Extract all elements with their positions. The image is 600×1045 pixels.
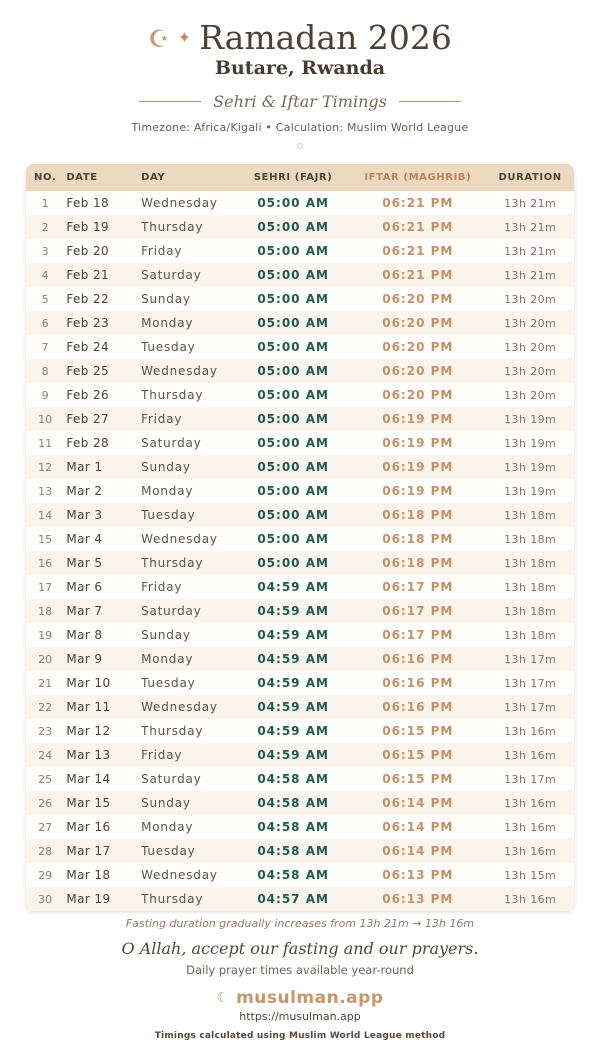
table-row (26, 191, 574, 215)
cell-date: Feb 19 (66, 220, 110, 235)
table-body (26, 191, 574, 911)
cell-sehri: 05:00 AM (257, 412, 329, 427)
cell-no: 10 (38, 412, 53, 426)
cell-dur: 13h 21m (504, 196, 557, 210)
cell-sehri: 04:59 AM (257, 580, 329, 595)
cell-sehri: 05:00 AM (257, 436, 329, 451)
cell-day: Saturday (141, 268, 202, 283)
cell-dur: 13h 19m (504, 460, 557, 474)
cell-date: Mar 2 (66, 484, 103, 499)
table-row (26, 335, 574, 359)
cell-date: Mar 18 (66, 868, 111, 883)
cell-day: Sunday (141, 460, 191, 475)
brand-name: musulman.app (236, 988, 384, 1009)
table-row (26, 887, 574, 911)
dua-text: O Allah, accept our fasting and our prayers. (121, 939, 479, 959)
cell-dur: 13h 16m (504, 796, 557, 810)
cell-dur: 13h 20m (504, 364, 557, 378)
cell-dur: 13h 21m (504, 244, 557, 258)
cell-day: Wednesday (141, 700, 218, 715)
cell-day: Thursday (141, 892, 204, 907)
cell-dur: 13h 19m (504, 412, 557, 426)
cell-sehri: 04:59 AM (257, 748, 329, 763)
calculation-method-note: Timings calculated using Muslim World League method (154, 1031, 446, 1042)
cell-sehri: 05:00 AM (257, 532, 329, 547)
cell-date: Feb 21 (66, 268, 110, 283)
cell-iftar: 06:17 PM (382, 580, 454, 595)
cell-no: 5 (41, 292, 49, 306)
cell-no: 19 (38, 628, 53, 642)
cell-day: Thursday (141, 556, 204, 571)
table-row (26, 359, 574, 383)
cell-no: 9 (41, 388, 49, 402)
cell-dur: 13h 18m (504, 532, 557, 546)
timezone-calculation-meta: Timezone: Africa/Kigali • Calculation: Muslim World League (131, 121, 469, 135)
cell-day: Wednesday (141, 364, 218, 379)
table-row (26, 527, 574, 551)
cell-dur: 13h 18m (504, 580, 557, 594)
location-title: Butare, Rwanda (214, 57, 386, 80)
cell-dur: 13h 18m (504, 508, 557, 522)
cell-dur: 13h 18m (504, 628, 557, 642)
cell-date: Mar 15 (66, 796, 111, 811)
cell-no: 1 (41, 196, 49, 210)
cell-iftar: 06:13 PM (382, 868, 454, 883)
cell-date: Feb 28 (66, 436, 110, 451)
col-header-no: NO. (34, 172, 57, 184)
cell-no: 24 (38, 748, 53, 762)
cell-date: Feb 22 (66, 292, 110, 307)
cell-sehri: 04:59 AM (257, 700, 329, 715)
cell-sehri: 04:58 AM (257, 820, 329, 835)
cell-iftar: 06:15 PM (382, 748, 454, 763)
cell-no: 27 (38, 820, 53, 834)
cell-iftar: 06:19 PM (382, 460, 454, 475)
cell-dur: 13h 16m (504, 748, 557, 762)
cell-sehri: 05:00 AM (257, 244, 329, 259)
cell-sehri: 05:00 AM (257, 460, 329, 475)
cell-dur: 13h 20m (504, 388, 557, 402)
cell-iftar: 06:16 PM (382, 700, 454, 715)
cell-no: 30 (38, 892, 53, 906)
cell-date: Mar 3 (66, 508, 103, 523)
cell-dur: 13h 16m (504, 820, 557, 834)
cell-no: 12 (38, 460, 53, 474)
cell-day: Saturday (141, 436, 202, 451)
table-row (26, 575, 574, 599)
cell-date: Mar 8 (66, 628, 103, 643)
cell-dur: 13h 15m (504, 868, 557, 882)
cell-date: Feb 24 (66, 340, 110, 355)
cell-no: 16 (38, 556, 53, 570)
table-row (26, 695, 574, 719)
cell-dur: 13h 17m (504, 700, 557, 714)
cell-day: Monday (141, 820, 194, 835)
cell-dur: 13h 18m (504, 556, 557, 570)
cell-sehri: 04:58 AM (257, 868, 329, 883)
col-header-duration: DURATION (498, 172, 562, 184)
table-row (26, 311, 574, 335)
cell-sehri: 05:00 AM (257, 196, 329, 211)
cell-day: Monday (141, 316, 194, 331)
table-row (26, 719, 574, 743)
table-row (26, 839, 574, 863)
cell-no: 26 (38, 796, 53, 810)
availability-text: Daily prayer times available year-round (186, 963, 414, 978)
cell-no: 7 (41, 340, 49, 354)
cell-day: Monday (141, 484, 194, 499)
cell-sehri: 05:00 AM (257, 508, 329, 523)
table-row (26, 239, 574, 263)
cell-date: Mar 10 (66, 676, 111, 691)
table-row (26, 215, 574, 239)
cell-day: Tuesday (141, 508, 196, 523)
table-row (26, 287, 574, 311)
crescent-star-icon: ☪ (148, 25, 170, 54)
table-row (26, 431, 574, 455)
cell-sehri: 05:00 AM (257, 364, 329, 379)
cell-sehri: 04:59 AM (257, 628, 329, 643)
cell-iftar: 06:21 PM (382, 196, 454, 211)
col-header-iftar: IFTAR (MAGHRIB) (364, 172, 472, 184)
cell-iftar: 06:20 PM (382, 292, 454, 307)
cell-iftar: 06:20 PM (382, 340, 454, 355)
cell-date: Feb 25 (66, 364, 110, 379)
cell-day: Tuesday (141, 844, 196, 859)
table-row (26, 503, 574, 527)
cell-iftar: 06:21 PM (382, 268, 454, 283)
cell-iftar: 06:15 PM (382, 772, 454, 787)
subtitle: Sehri & Iftar Timings (213, 92, 387, 112)
cell-day: Friday (141, 244, 183, 259)
cell-dur: 13h 18m (504, 604, 557, 618)
page-header (132, 0, 469, 151)
table-row (26, 815, 574, 839)
cell-dur: 13h 17m (504, 772, 557, 786)
fasting-duration-note: Fasting duration gradually increases from 13h 21m → 13h 16m (125, 917, 475, 931)
cell-dur: 13h 16m (504, 724, 557, 738)
table-header-row (26, 164, 574, 191)
cell-day: Tuesday (141, 340, 196, 355)
cell-day: Monday (141, 652, 194, 667)
table-row (26, 863, 574, 887)
cell-sehri: 05:00 AM (257, 556, 329, 571)
cell-date: Mar 14 (66, 772, 111, 787)
cell-iftar: 06:19 PM (382, 436, 454, 451)
cell-day: Saturday (141, 772, 202, 787)
cell-day: Saturday (141, 604, 202, 619)
cell-sehri: 04:59 AM (257, 724, 329, 739)
cell-no: 15 (38, 532, 53, 546)
cell-date: Mar 7 (66, 604, 103, 619)
cell-no: 11 (38, 436, 53, 450)
cell-date: Feb 23 (66, 316, 110, 331)
table-row (26, 551, 574, 575)
subtitle-row (132, 92, 469, 111)
cell-no: 4 (41, 268, 49, 282)
cell-sehri: 05:00 AM (257, 220, 329, 235)
cell-day: Thursday (141, 388, 204, 403)
cell-dur: 13h 20m (504, 340, 557, 354)
table-row (26, 263, 574, 287)
table-row (26, 479, 574, 503)
cell-day: Sunday (141, 292, 191, 307)
cell-iftar: 06:17 PM (382, 604, 454, 619)
timings-table (26, 164, 574, 911)
cell-date: Feb 20 (66, 244, 110, 259)
cell-iftar: 06:19 PM (382, 484, 454, 499)
cell-iftar: 06:20 PM (382, 316, 454, 331)
table-row (26, 407, 574, 431)
cell-iftar: 06:20 PM (382, 388, 454, 403)
cell-no: 13 (38, 484, 53, 498)
cell-iftar: 06:17 PM (382, 628, 454, 643)
cell-day: Thursday (141, 220, 204, 235)
cell-day: Friday (141, 580, 183, 595)
cell-dur: 13h 19m (504, 436, 557, 450)
cell-dur: 13h 16m (504, 844, 557, 858)
cell-dur: 13h 20m (504, 292, 557, 306)
cell-day: Friday (141, 412, 183, 427)
cell-date: Mar 4 (66, 532, 103, 547)
col-header-date: DATE (66, 172, 98, 184)
cell-day: Friday (141, 748, 183, 763)
cell-iftar: 06:18 PM (382, 508, 454, 523)
table-row (26, 767, 574, 791)
table-row (26, 791, 574, 815)
cell-dur: 13h 21m (504, 268, 557, 282)
cell-sehri: 05:00 AM (257, 388, 329, 403)
cell-sehri: 04:58 AM (257, 772, 329, 787)
cell-dur: 13h 19m (504, 484, 557, 498)
cell-date: Mar 6 (66, 580, 103, 595)
table-row (26, 599, 574, 623)
cell-no: 28 (38, 844, 53, 858)
table-row (26, 671, 574, 695)
cell-day: Wednesday (141, 532, 218, 547)
cell-day: Sunday (141, 796, 191, 811)
cell-no: 21 (38, 676, 53, 690)
cell-day: Sunday (141, 628, 191, 643)
cell-no: 23 (38, 724, 53, 738)
cell-no: 18 (38, 604, 53, 618)
cell-date: Mar 9 (66, 652, 103, 667)
brand-crescent-icon: ☾ (216, 990, 230, 1007)
cell-iftar: 06:21 PM (382, 220, 454, 235)
cell-date: Mar 5 (66, 556, 103, 571)
table-row (26, 743, 574, 767)
cell-sehri: 04:59 AM (257, 676, 329, 691)
cell-iftar: 06:18 PM (382, 532, 454, 547)
cell-iftar: 06:16 PM (382, 676, 454, 691)
cell-sehri: 04:58 AM (257, 844, 329, 859)
cell-no: 25 (38, 772, 53, 786)
cell-iftar: 06:16 PM (382, 652, 454, 667)
cell-sehri: 05:00 AM (257, 292, 329, 307)
cell-sehri: 05:00 AM (257, 268, 329, 283)
cell-no: 29 (38, 868, 53, 882)
cell-sehri: 04:59 AM (257, 652, 329, 667)
cell-no: 14 (38, 508, 53, 522)
cell-iftar: 06:18 PM (382, 556, 454, 571)
cell-sehri: 05:00 AM (257, 340, 329, 355)
col-header-sehri: SEHRI (FAJR) (253, 172, 333, 184)
cell-day: Wednesday (141, 196, 218, 211)
page-title: Ramadan 2026 (199, 18, 452, 57)
cell-sehri: 05:00 AM (257, 484, 329, 499)
col-header-day: DAY (141, 172, 166, 184)
cell-dur: 13h 17m (504, 652, 557, 666)
cell-no: 3 (41, 244, 49, 258)
cell-dur: 13h 17m (504, 676, 557, 690)
cell-date: Mar 19 (66, 892, 111, 907)
cell-date: Mar 11 (66, 700, 111, 715)
cell-iftar: 06:19 PM (382, 412, 454, 427)
cell-day: Thursday (141, 724, 204, 739)
cell-dur: 13h 16m (504, 892, 557, 906)
cell-day: Tuesday (141, 676, 196, 691)
cell-no: 2 (41, 220, 49, 234)
table-row (26, 623, 574, 647)
cell-sehri: 05:00 AM (257, 316, 329, 331)
cell-iftar: 06:20 PM (382, 364, 454, 379)
cell-no: 17 (38, 580, 53, 594)
cell-date: Mar 17 (66, 844, 111, 859)
divider-line-left (139, 101, 201, 102)
cell-date: Mar 1 (66, 460, 103, 475)
cell-no: 22 (38, 700, 53, 714)
title-row (132, 20, 469, 56)
cell-sehri: 04:57 AM (257, 892, 329, 907)
brand-link[interactable] (217, 988, 384, 1008)
cell-date: Feb 18 (66, 196, 110, 211)
cell-no: 8 (41, 364, 49, 378)
cell-date: Feb 27 (66, 412, 110, 427)
cell-day: Wednesday (141, 868, 218, 883)
cell-iftar: 06:15 PM (382, 724, 454, 739)
table-row (26, 455, 574, 479)
cell-dur: 13h 20m (504, 316, 557, 330)
table-row (26, 647, 574, 671)
cell-iftar: 06:14 PM (382, 796, 454, 811)
cell-iftar: 06:13 PM (382, 892, 454, 907)
cell-iftar: 06:14 PM (382, 820, 454, 835)
cell-date: Mar 13 (66, 748, 111, 763)
cell-date: Feb 26 (66, 388, 110, 403)
cell-sehri: 04:58 AM (257, 796, 329, 811)
cell-date: Mar 16 (66, 820, 111, 835)
brand-url[interactable]: https://musulman.app (239, 1010, 361, 1024)
cell-iftar: 06:14 PM (382, 844, 454, 859)
cell-no: 6 (41, 316, 49, 330)
cell-no: 20 (38, 652, 53, 666)
table-row (26, 383, 574, 407)
cell-iftar: 06:21 PM (382, 244, 454, 259)
sparkle-icon: ✦ (177, 28, 192, 48)
divider-line-right (399, 101, 461, 102)
cell-sehri: 04:59 AM (257, 604, 329, 619)
cell-date: Mar 12 (66, 724, 111, 739)
diamond-ornament-icon: ◇ (296, 141, 304, 152)
cell-dur: 13h 21m (504, 220, 557, 234)
